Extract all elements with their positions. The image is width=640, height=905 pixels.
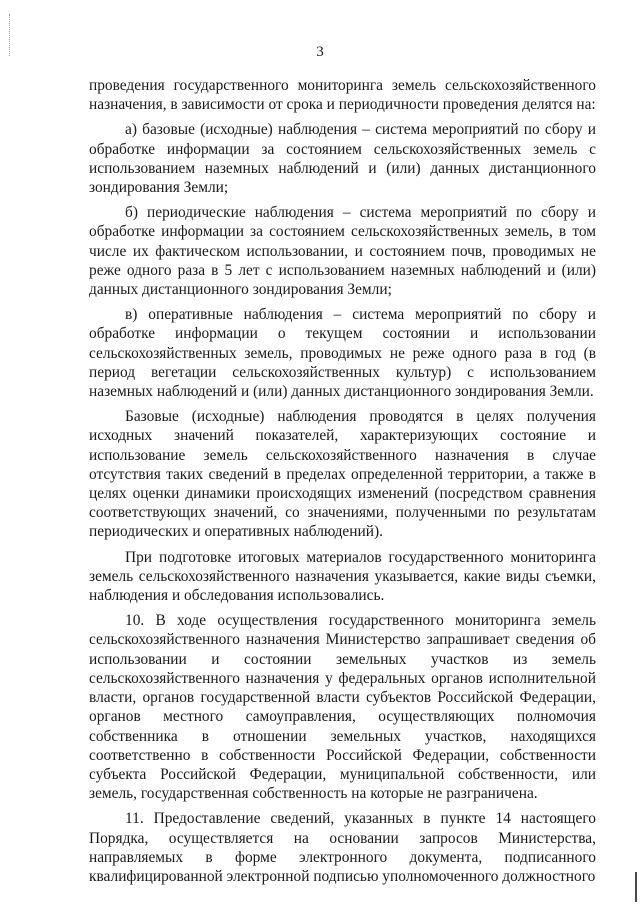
- document-body: [89, 76, 596, 886]
- paragraph-item-b: б) периодические наблюдения – система мероприятий по сбору и обработке информации за состоянием сельскохозяйственных земель, в том числе их фактическом использовании, и состоянием почв, проводимых не реже одного раза в 5 лет с использованием наземных наблюдений и (или) данных дистанционного зондирования Земли;: [89, 204, 596, 299]
- paragraph-final-materials: При подготовке итоговых материалов государственного мониторинга земель сельскохозяйственного назначения указывается, какие виды съемки, наблюдения и обследования использовались.: [89, 548, 596, 605]
- paragraph-item-a: а) базовые (исходные) наблюдения – система мероприятий по сбору и обработке информации за состоянием сельскохозяйственных земель с использованием наземных наблюдений и (или) данных дистанционного зондирования Земли;: [89, 121, 596, 197]
- paragraph-item-v: в) оперативные наблюдения – система мероприятий по сбору и обработке информации о текущем состоянии и использовании сельскохозяйственных земель, проводимых не реже одного раза в год (в период вегетации сельскохозяйственных культур) с использованием наземных наблюдений и (или) данных дистанционного зондирования Земли.: [89, 306, 596, 401]
- scan-edge-mark-right: [635, 872, 637, 902]
- paragraph-clause-10: 10. В ходе осуществления государственного мониторинга земель сельскохозяйственного назначения Министерство запрашивает сведения об использовании и состоянии земельных участков из земель сельскохозяйственного назначения у федеральных органов исполнительной власти, органов государственной власти субъектов Российской Федерации, органов местного самоуправления, осуществляющих полномочия собственника в отношении земельных участков, находящихся соответственно в собственности Российской Федерации, собственности субъекта Российской Федерации, муниципальной собственности, или земель, государственная собственность на которые не разграничена.: [89, 612, 596, 803]
- page-number: 3: [316, 44, 324, 60]
- paragraph-base-observations: Базовые (исходные) наблюдения проводятся в целях получения исходных значений показателей, характеризующих состояние и использование земель сельскохозяйственного назначения в случае отсутствия таких сведений в пределах определенной территории, а также в целях оценки динамики происходящих изменений (посредством сравнения соответствующих значений, со значениями, полученными по результатам периодических и оперативных наблюдений).: [89, 408, 596, 541]
- paragraph-clause-11: 11. Предоставление сведений, указанных в пункте 14 настоящего Порядка, осуществляется на основании запросов Министерства, направляемых в форме электронного документа, подписанного квалифицированной электронной подписью уполномоченного должностного: [89, 810, 596, 885]
- paragraph-continuation: проведения государственного мониторинга земель сельскохозяйственного назначения, в зависимости от срока и периодичности проведения делятся на:: [89, 77, 596, 114]
